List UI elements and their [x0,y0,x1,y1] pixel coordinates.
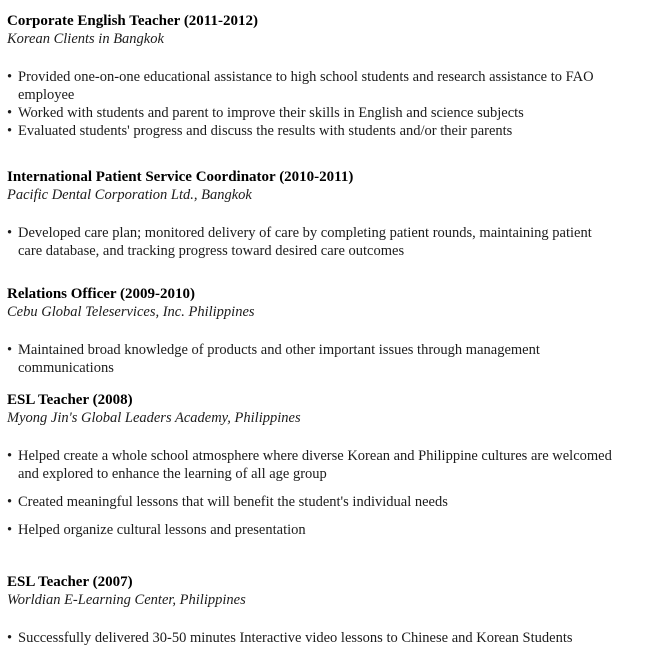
job-section-relations-officer [7,285,615,377]
bullet-text: Developed care plan; monitored delivery of care by completing patient rounds, maintaining patient care database, and tracking progress toward desired care outcomes [18,225,592,259]
bullet-icon: • [7,630,13,646]
bullet-icon: • [7,123,13,139]
bullet-icon: • [7,69,13,85]
bullet-icon: • [7,225,13,241]
bullet-item [7,122,615,140]
bullet-text: Provided one-on-one educational assistance to high school students and research assistance to FAO employee [18,69,594,103]
job-title: ESL Teacher (2008) [7,392,133,408]
bullet-icon: • [7,522,13,538]
bullet-text: Maintained broad knowledge of products and other important issues through management communications [18,342,540,376]
bullet-item [7,68,615,104]
bullet-item [7,224,615,260]
bullet-text: Successfully delivered 30-50 minutes Interactive video lessons to Chinese and Korean Students [18,630,573,646]
job-section-international-patient-service-coordinator [7,168,615,260]
bullet-item [7,447,615,483]
job-organization: Cebu Global Teleservices, Inc. Philippines [7,304,255,320]
bullet-text: Worked with students and parent to improve their skills in English and science subjects [18,105,524,121]
job-organization: Korean Clients in Bangkok [7,31,164,47]
bullet-text: Helped organize cultural lessons and presentation [18,522,306,538]
job-organization: Pacific Dental Corporation Ltd., Bangkok [7,187,252,203]
bullet-icon: • [7,494,13,510]
bullet-icon: • [7,105,13,121]
job-organization: Worldian E-Learning Center, Philippines [7,592,246,608]
job-bullet-list [7,68,615,140]
job-bullet-list [7,224,615,260]
job-title: Relations Officer (2009-2010) [7,286,196,302]
job-bullet-list [7,447,615,539]
bullet-item [7,104,615,122]
job-section-esl-teacher-2008 [7,391,615,539]
job-title: Corporate English Teacher (2011-2012) [7,13,258,29]
job-bullet-list [7,341,615,377]
bullet-icon: • [7,448,13,464]
bullet-icon: • [7,342,13,358]
bullet-text: Helped create a whole school atmosphere where diverse Korean and Philippine cultures are welcomed and explored to enhance the learning of all age group [18,448,612,482]
bullet-text: Created meaningful lessons that will benefit the student's individual needs [18,494,448,510]
job-title: International Patient Service Coordinator (2010-2011) [7,169,354,185]
job-bullet-list [7,629,615,647]
job-title: ESL Teacher (2007) [7,574,133,590]
bullet-item [7,341,615,377]
bullet-item [7,493,615,511]
job-section-corporate-english-teacher [7,12,615,140]
bullet-item [7,521,615,539]
job-section-esl-teacher-2007 [7,573,615,647]
job-organization: Myong Jin's Global Leaders Academy, Philippines [7,410,301,426]
bullet-text: Evaluated students' progress and discuss the results with students and/or their parents [18,123,513,139]
bullet-item [7,629,615,647]
